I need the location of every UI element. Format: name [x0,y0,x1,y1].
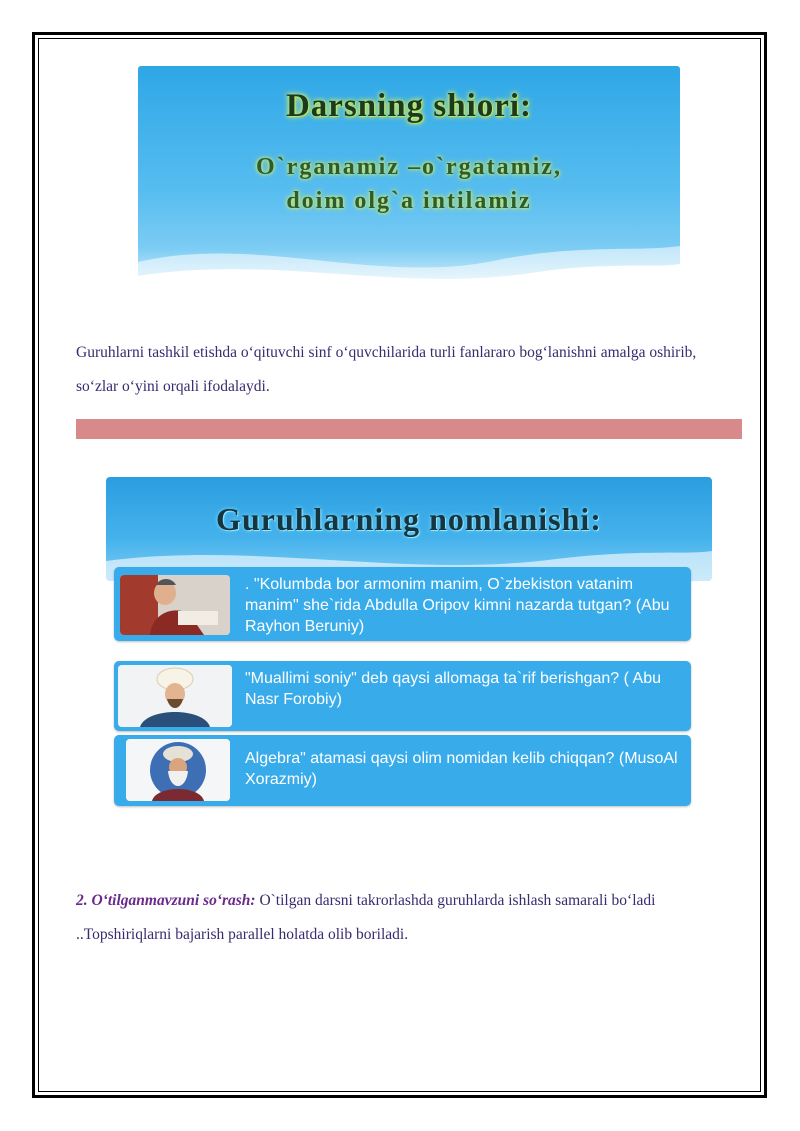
question-card-1 [114,567,691,641]
question-card-2 [114,661,691,731]
wave-decoration [138,224,680,294]
section-divider [76,419,742,439]
review-heading: 2. O‘tilganmavzuni so‘rash: [76,892,256,909]
question-text-3: Algebra" atamasi qaysi olim nomidan kelib chiqqan? (MusoAl Xorazmiy) [245,750,678,788]
paragraph-review [76,884,736,952]
portrait-scholar-turban-image [118,665,232,727]
motto-title: Darsning shiori: [285,88,533,124]
motto-line-2: doim olg`a intilamiz [286,188,532,214]
question-text-1: . "Kolumbda bor armonim manim, O`zbekiston vatanim manim" she`rida Abdulla Oripov kimni nazarda tutgan? (Abu Rayhon Beruniy) [245,576,670,635]
paragraph-grouping: Guruhlarni tashkil etishda o‘qituvchi sinf o‘quvchilarida turli fanlararo bog‘lanishni amalga oshirib, so‘zlar o‘yini orqali ifodalaydi. [76,344,697,395]
review-text: O`tilgan darsni takrorlashda guruhlarda ishlash samarali bo‘ladi ..Topshiriqlarni bajarish parallel holatda olib boriladi. [76,892,656,943]
question-text-2: "Muallimi soniy" deb qaysi allomaga ta`rif berishgan? ( Abu Nasr Forobiy) [245,670,662,708]
motto-text [138,150,680,218]
lesson-motto-banner [138,66,680,294]
motto-line-1: O`rganamiz –o`rgatamiz, [256,154,562,180]
portrait-scholar-writing-image [120,575,230,635]
group-names-banner [106,477,712,581]
group-names-title: Guruhlarning nomlanishi: [216,501,602,537]
question-card-3 [114,735,691,806]
portrait-scholar-beard-image [126,739,230,801]
